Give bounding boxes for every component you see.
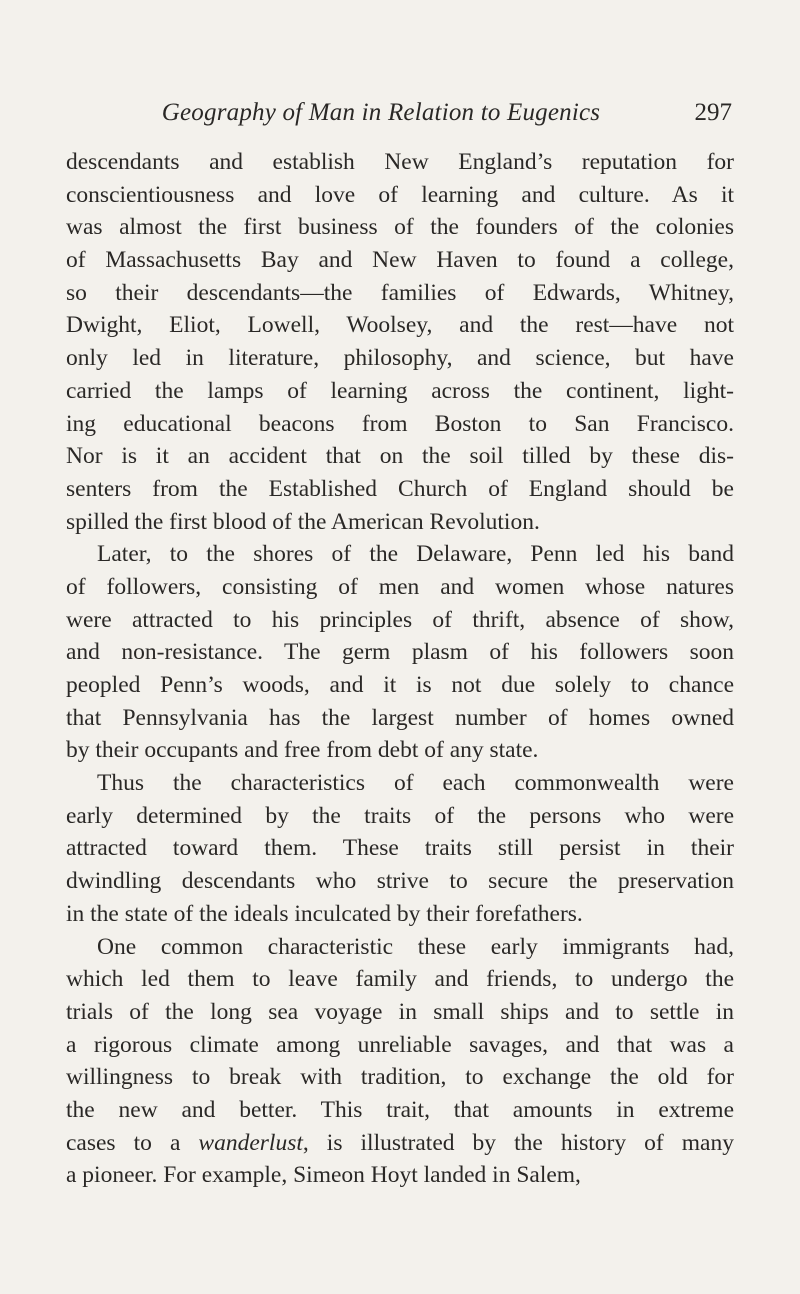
text-line: dwindling descendants who strive to secure the preservation bbox=[66, 868, 734, 895]
text-line: which led them to leave family and friends, to undergo the bbox=[66, 966, 734, 993]
text-line: a rigorous climate among unreliable savages, and that was a bbox=[66, 1031, 734, 1058]
text-line: only led in literature, philosophy, and science, but have bbox=[66, 345, 734, 372]
text-line: so their descendants—the families of Edwards, Whitney, bbox=[66, 279, 734, 306]
text-line bbox=[66, 1127, 734, 1160]
text-line: by their occupants and free from debt of any state. bbox=[66, 737, 539, 764]
text-line: spilled the first blood of the American Revolution. bbox=[66, 508, 540, 535]
text-line: early determined by the traits of the persons who were bbox=[66, 802, 734, 829]
text-line: of followers, consisting of men and women whose natures bbox=[66, 573, 734, 600]
text-line: Thus the characteristics of each commonwealth were bbox=[97, 770, 734, 797]
text-line: the new and better. This trait, that amounts in extreme bbox=[66, 1096, 734, 1123]
text-line: attracted toward them. These traits still persist in their bbox=[66, 835, 734, 862]
text-line: were attracted to his principles of thrift, absence of show, bbox=[66, 606, 734, 633]
text-line: ing educational beacons from Boston to San Francisco. bbox=[66, 410, 734, 437]
text-line: Nor is it an accident that on the soil tilled by these dis- bbox=[66, 443, 734, 470]
text-line: carried the lamps of learning across the continent, light- bbox=[66, 377, 734, 404]
italic-term: wanderlust bbox=[198, 1129, 303, 1156]
text-line: peopled Penn’s woods, and it is not due solely to chance bbox=[66, 672, 734, 698]
text-segment: , is illustrated by the history of many bbox=[302, 1129, 734, 1156]
text-line: senters from the Established Church of England should be bbox=[66, 475, 734, 502]
text-line: Later, to the shores of the Delaware, Penn led his band bbox=[97, 541, 734, 568]
text-line: and non-resistance. The germ plasm of his followers soon bbox=[66, 639, 734, 666]
text-segment: cases to a bbox=[66, 1129, 199, 1156]
text-line: conscientiousness and love of learning and culture. As it bbox=[66, 181, 734, 208]
text-line: was almost the first business of the founders of the colonies bbox=[66, 214, 734, 241]
text-line: willingness to break with tradition, to exchange the old for bbox=[66, 1064, 734, 1091]
text-line: Dwight, Eliot, Lowell, Woolsey, and the rest—have not bbox=[66, 312, 734, 339]
text-line: in the state of the ideals inculcated by their forefathers. bbox=[66, 900, 583, 927]
page-number: 297 bbox=[694, 99, 732, 126]
text-line: trials of the long sea voyage in small ships and to settle in bbox=[66, 998, 734, 1025]
running-title: Geography of Man in Relation to Eugenics bbox=[161, 99, 601, 126]
running-head bbox=[66, 93, 734, 133]
text-line: that Pennsylvania has the largest number of homes owned bbox=[66, 704, 734, 731]
text-line: One common characteristic these early immigrants had, bbox=[97, 933, 734, 960]
text-line: descendants and establish New England’s reputation for bbox=[66, 149, 734, 175]
body-text bbox=[66, 146, 734, 1192]
text-line: a pioneer. For example, Simeon Hoyt landed in Salem, bbox=[66, 1162, 581, 1189]
text-line: of Massachusetts Bay and New Haven to found a college, bbox=[66, 247, 734, 274]
